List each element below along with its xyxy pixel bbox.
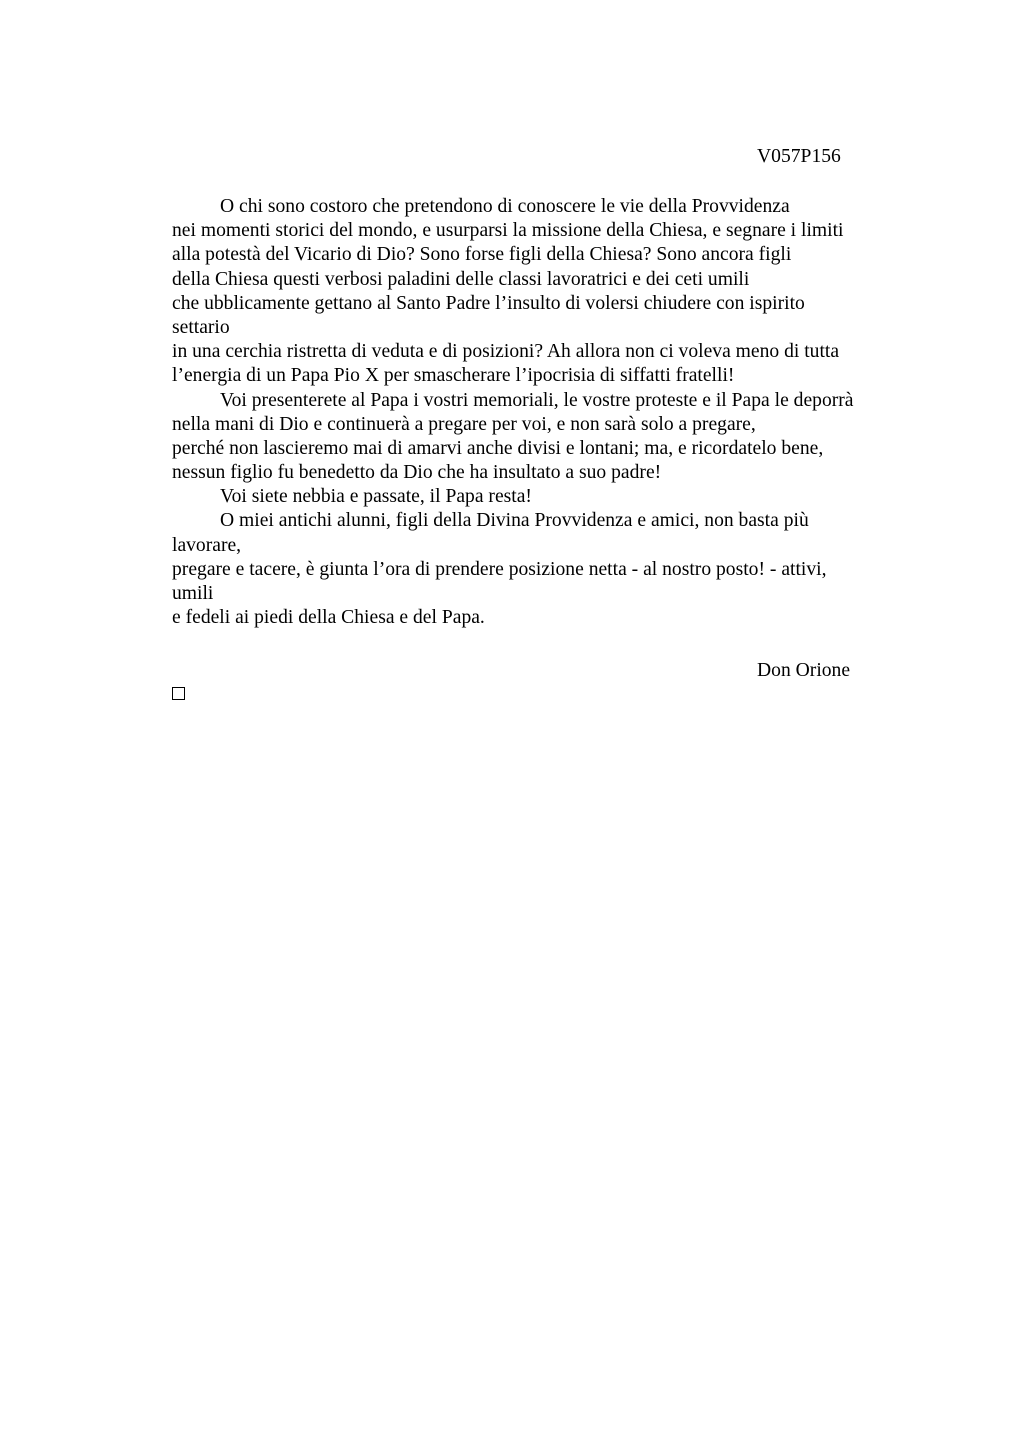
letter-body — [172, 195, 854, 630]
text-line: alla potestà del Vicario di Dio? Sono forse figli della Chiesa? Sono ancora figli — [172, 244, 792, 266]
signature: Don Orione — [757, 660, 851, 681]
text-line: nella mani di Dio e continuerà a pregare per voi, e non sarà solo a pregare, — [172, 413, 756, 435]
text-line: in una cerchia ristretta di veduta e di posizioni? Ah allora non ci voleva meno di tutta — [172, 341, 840, 363]
text-line: Voi presenterete al Papa i vostri memoriali, le vostre proteste e il Papa le deporrà — [220, 389, 854, 411]
text-line: umili — [172, 583, 214, 604]
text-line: O chi sono costoro che pretendono di conoscere le vie della Provvidenza — [220, 196, 790, 217]
text-line: che ubblicamente gettano al Santo Padre l’insulto di volersi chiudere con ispirito — [172, 292, 805, 314]
text-line: settario — [172, 316, 230, 338]
empty-square-icon — [172, 687, 185, 700]
text-line: l’energia di un Papa Pio X per smascherare l’ipocrisia di siffatti fratelli! — [172, 365, 735, 387]
text-line: nessun figlio fu benedetto da Dio che ha insultato a suo padre! — [172, 462, 662, 484]
text-line: nei momenti storici del mondo, e usurparsi la missione della Chiesa, e segnare i limiti — [172, 220, 844, 242]
page-reference: V057P156 — [757, 146, 841, 167]
text-line: Voi siete nebbia e passate, il Papa resta! — [220, 486, 532, 508]
text-line: O miei antichi alunni, figli della Divina Provvidenza e amici, non basta più — [220, 510, 809, 532]
text-line: della Chiesa questi verbosi paladini delle classi lavoratrici e dei ceti umili — [172, 268, 750, 290]
text-line: pregare e tacere, è giunta l’ora di prendere posizione netta - al nostro posto! - attivi, — [172, 558, 827, 580]
text-line: lavorare, — [172, 534, 242, 556]
text-line: perché non lascieremo mai di amarvi anche divisi e lontani; ma, e ricordatelo bene, — [172, 437, 824, 459]
text-line: e fedeli ai piedi della Chiesa e del Papa. — [172, 607, 485, 629]
